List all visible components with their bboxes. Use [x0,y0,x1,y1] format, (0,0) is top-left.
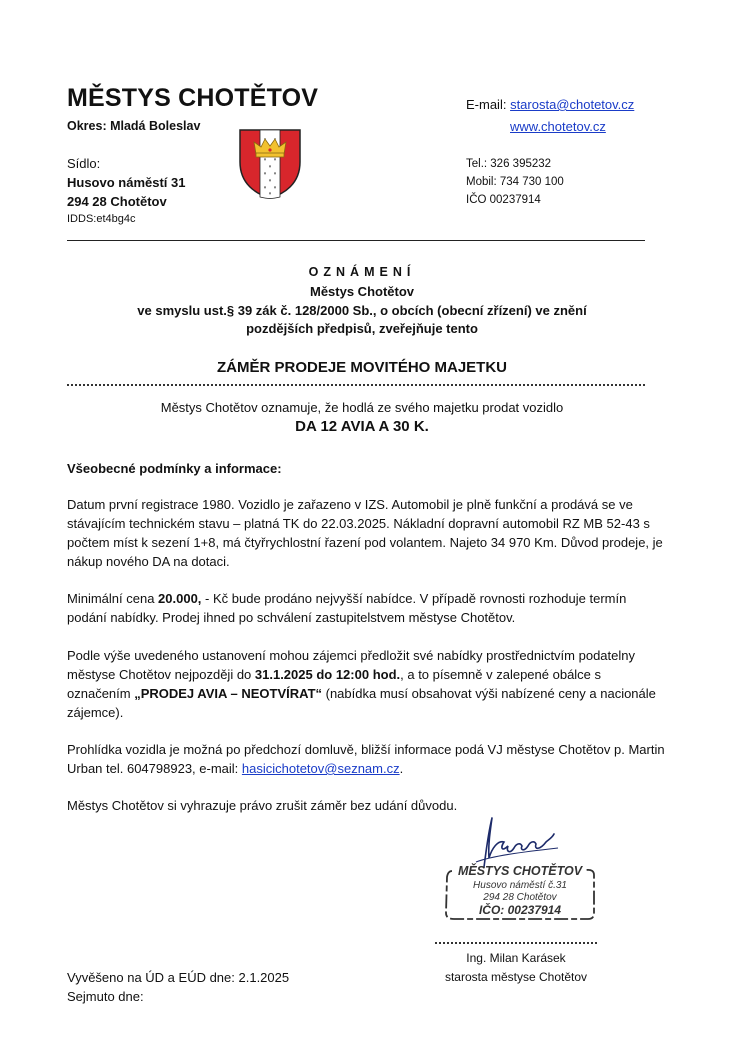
offer-deadline: 31.1.2025 do 12:00 hod. [254,667,401,682]
header-divider [67,240,645,241]
inspection-text-b: . [399,761,404,776]
minimum-price: 20.000, [158,591,202,606]
stamp-line-4: IČO: 00237914 [478,903,562,917]
signatory-name: Ing. Milan Karásek [466,951,566,965]
vehicle-name: DA 12 AVIA A 30 K. [295,418,429,435]
offers-text-c: (nabídka musí obsahovat výši nabízené ceny a nacionále zájemce). [67,686,656,720]
stamp-line-1: MĚSTYS CHOTĚTOV [457,864,583,878]
legal-basis-line-1: ve smyslu ust.§ 39 zák č. 128/2000 Sb., o obcích (obecní zřízení) ve znění [137,303,587,318]
email-label: E-mail: [466,97,511,112]
email-line [466,97,634,112]
stamp-line-2: Husovo náměstí č.31 [473,880,567,891]
removed-date: Sejmuto dne: [67,989,144,1004]
signatory-role: starosta městyse Chotětov [444,970,588,984]
official-stamp [442,863,598,921]
paragraph-price [67,589,667,627]
dotted-divider [67,384,645,386]
conditions-heading: Všeobecné podmínky a informace: [67,461,282,476]
paragraph-offers [67,646,667,722]
offers-text-a: Podle výše uvedeného ustanovení mohou zájemci předložit své nabídky prostřednictvím podatelny městyse Chotětov nejpozději do [67,648,635,682]
issuer-name: Městys Chotětov [309,284,415,299]
idds-label: IDDS:et4bg4c [67,213,136,225]
notice-heading: ZÁMĚR PRODEJE MOVITÉHO MAJETKU [216,359,508,376]
municipality-title: MĚSTYS CHOTĚTOV [67,84,319,112]
offers-text-b: , a to písemně v zalepené obálce s označením [67,667,602,701]
ico-label: IČO 00237914 [466,194,541,206]
paragraph-reservation: Městys Chotětov si vyhrazuje právo zrušit záměr bez udání důvodu. [67,798,458,813]
address-line-1: Husovo náměstí 31 [67,175,186,190]
mobile-label: Mobil: 734 730 100 [466,176,564,188]
price-text-b: - Kč bude prodáno nejvyšší nabídce. V případě rovnosti rozhoduje termín podání nabídky. Prodej ihned po schválení zastupitelstvem městyse Chotětov. [67,591,627,625]
posted-date: Vyvěšeno na ÚD a EÚD dne: 2.1.2025 [67,970,290,985]
announcement-text: Městys Chotětov oznamuje, že hodlá ze svého majetku prodat vozidlo [160,400,564,415]
district-label: Okres: Mladá Boleslav [67,119,201,133]
coat-of-arms-icon [238,128,302,200]
envelope-mark: „PRODEJ AVIA – NEOTVÍRAT“ [134,686,323,701]
notice-title: OZNÁMENÍ [308,265,416,279]
signature-line [435,942,597,944]
contact-email-link[interactable]: hasicichotetov@seznam.cz [241,761,400,776]
web-line [510,119,606,134]
email-link[interactable]: starosta@chotetov.cz [510,97,635,112]
price-text-a: Minimální cena [67,591,159,606]
address-line-2: 294 28 Chotětov [67,194,167,209]
paragraph-inspection [67,740,667,778]
inspection-text-a: Prohlídka vozidla je možná po předchozí domluvě, bližší informace podá VJ městyse Chotětov p. Martin Urban tel. 604798923, e-mail: [67,742,665,776]
legal-basis-line-2: pozdějších předpisů, zveřejňuje tento [246,321,478,336]
website-link[interactable]: www.chotetov.cz [510,119,606,134]
telephone-label: Tel.: 326 395232 [466,158,552,170]
seat-label: Sídlo: [67,156,101,171]
paragraph-vehicle-info: Datum první registrace 1980. Vozidlo je zařazeno v IZS. Automobil je plně funkční a prodává se ve stávajícím technickém stavu – platná TK do 22.03.2025. Nákladní dopravní automobil RZ MB 52-43 s počtem míst k sezení 1+8, má čtyřrychlostní řazení pod volantem. Najeto 34 970 Km. Důvod prodeje, je nákup nového DA na dotaci. [67,497,663,569]
stamp-line-3: 294 28 Chotětov [483,892,557,903]
